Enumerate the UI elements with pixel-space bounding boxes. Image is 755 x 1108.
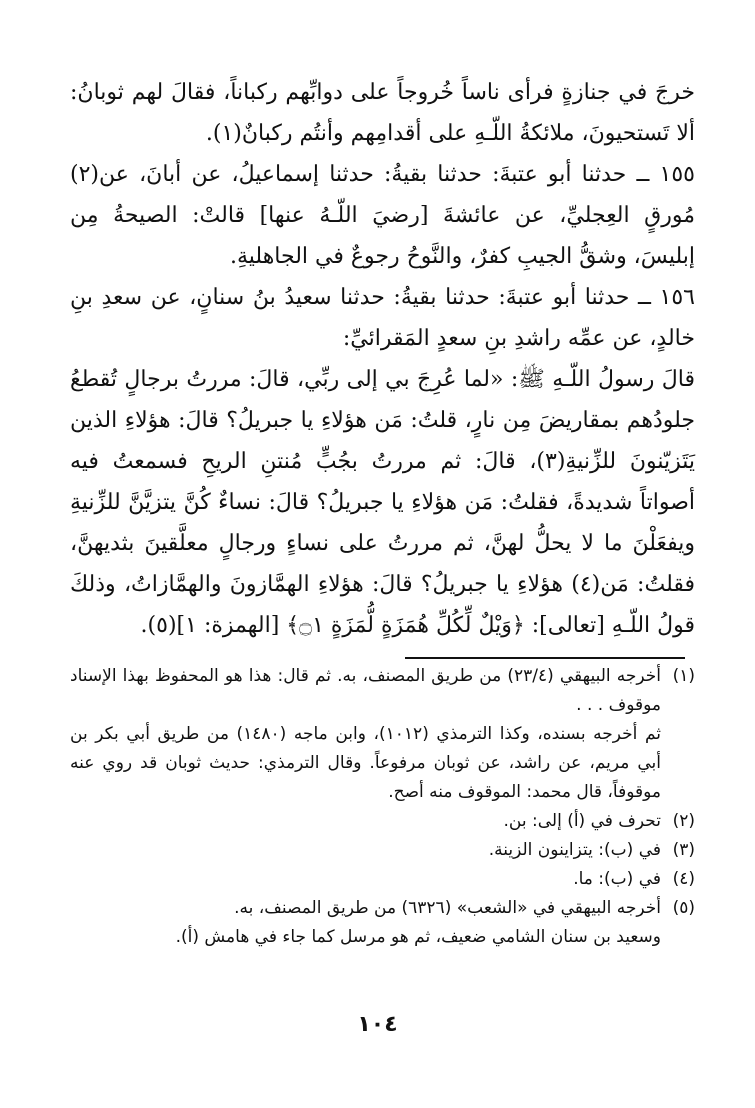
footnote-number: (١) xyxy=(672,666,695,686)
footnote-continuation: ثم أخرجه بسنده، وكذا الترمذي (١٠١٢)، وابن ماجه (١٤٨٠) من طريق أبي بكر بن أبي مريم، عن راشد، عن ثوبان مرفوعاً. وقال الترمذي: حديث ثوبان قد روي عنه موقوفاً، قال محمد: الموقوف منه أصح. xyxy=(70,724,661,802)
main-text xyxy=(70,72,695,646)
footnote-text: أخرجه البيهقي في «الشعب» (٦٣٢٦) من طريق المصنف، به. xyxy=(234,898,661,918)
hadith-156-matn: قالَ رسولُ اللّـهِ ﷺ: «لما عُرِجَ بي إلى ربِّي، قالَ: مررتُ برجالٍ تُقطعُ جلودُهم بمقاريضَ مِن نارٍ، قلتُ: مَن هؤلاءِ يا جبريلُ؟ قالَ: هؤلاءِ الذين يَتَزيّنونَ للزِّنيةِ(٣)، قالَ: ثم مررتُ بجُبٍّ مُنتنِ الريحِ فسمعتُ فيه أصواتاً شديدةً، فقلتُ: مَن هؤلاءِ يا جبريلُ؟ قالَ: نساءٌ كُنَّ يتزيَّنَّ للزِّنيةِ ويفعَلْنَ ما لا يحلُّ لهنَّ، ثم مررتُ على نساءٍ ورجالٍ معلَّقينَ بثديهنَّ، فقلتُ: مَن(٤) هؤلاءِ يا جبريلُ؟ قالَ: هؤلاءِ الهمَّازونَ والهمَّازاتُ، وذلكَ قولُ اللّـهِ [تعالى]: ﴿وَيْلٌ لِّكُلِّ هُمَزَةٍ لُّمَزَةٍ ۝١﴾ [الهمزة: ١](٥). xyxy=(70,367,695,638)
footnote-2 xyxy=(70,807,695,836)
footnote-1 xyxy=(70,662,695,720)
footnote-4 xyxy=(70,865,695,894)
footnote-number: (٢) xyxy=(672,811,695,831)
footnote-text: تحرف في (أ) إلى: بن. xyxy=(503,811,661,831)
footnote-continuation: وسعيد بن سنان الشامي ضعيف، ثم هو مرسل كما جاء في هامش (أ). xyxy=(175,927,661,947)
hadith-156-isnad: ١٥٦ ــ حدثنا أبو عتبةَ: حدثنا بقيةُ: حدثنا سعيدُ بنُ سنانٍ، عن سعدِ بنِ خالدٍ، عن عمِّه راشدِ بنِ سعدٍ المَقرائيِّ: xyxy=(70,285,695,351)
footnote-divider xyxy=(405,657,685,659)
paragraph-thawban: خرجَ في جنازةٍ فرأى ناساً خُروجاً على دوابِّهم ركباناً، فقالَ لهم ثوبانُ: ألا تَستحيونَ، ملائكةُ اللّـهِ على أقدامِهم وأنتُم ركبانٌ(١). xyxy=(70,80,695,146)
footnote-text: في (ب): يتزاينون الزينة. xyxy=(488,840,661,860)
footnotes xyxy=(70,662,695,952)
hadith-155: ١٥٥ ــ حدثنا أبو عتبةَ: حدثنا بقيةُ: حدثنا إسماعيلُ، عن أبانَ، عن(٢) مُورقٍ العِجليِّ، عن عائشةَ [رضيَ اللّـهُ عنها] قالتْ: الصيحةُ مِن إبليسَ، وشقُّ الجيبِ كفرٌ، والنَّوحُ رجوعٌ في الجاهليةِ. xyxy=(70,162,695,269)
page-number: ١٠٤ xyxy=(357,1012,398,1037)
footnote-number: (٥) xyxy=(672,898,695,918)
footnote-text: في (ب): ما. xyxy=(573,869,661,889)
footnote-3 xyxy=(70,836,695,865)
footnote-text: أخرجه البيهقي (٢٣/٤) من طريق المصنف، به. ثم قال: هذا هو المحفوظ بهذا الإسناد موقوف . . . xyxy=(70,666,661,715)
footnote-number: (٣) xyxy=(672,840,695,860)
footnote-5 xyxy=(70,894,695,923)
footnote-number: (٤) xyxy=(672,869,695,889)
